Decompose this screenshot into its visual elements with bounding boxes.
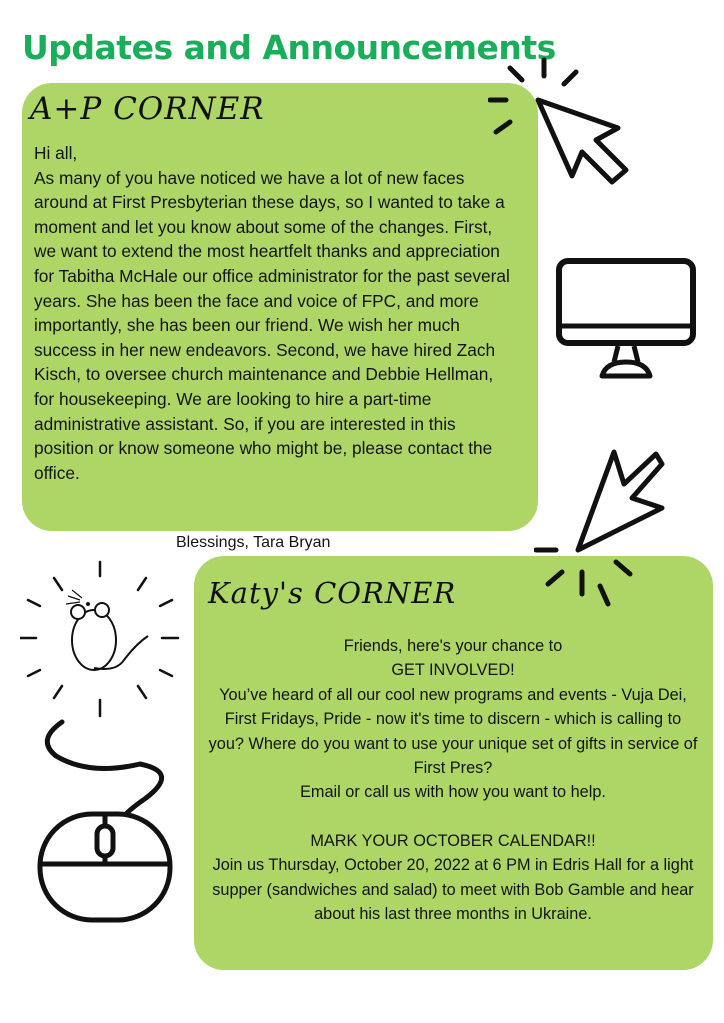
mouse-animal-icon [20, 560, 180, 720]
katy-line-contact: Email or call us with how you want to help. [300, 783, 606, 802]
monitor-icon [556, 258, 698, 382]
cursor-arrow-icon [488, 56, 648, 186]
page-title: Updates and Announcements [22, 28, 556, 67]
ap-corner-body [34, 141, 514, 485]
katy-line-programs: You’ve heard of all our cool new programs and events - Vuja Dei, First Fridays, Pride - now it's time to discern - which is calling to you? Where do you want to use your unique set of gifts in service of First Pres? [208, 685, 698, 778]
ap-corner-text: As many of you have noticed we have a lot of new faces around at First Presbyterian these days, so I wanted to take a moment and let you know about some of the changes. First, we want to extend the most heartfelt thanks and appreciation for Tabitha McHale our office administrator for the past several years. She has been the face and voice of FPC, and more importantly, she has been our friend. We wish her much success in her new endeavors. Second, we have hired Zach Kisch, to oversee church maintenance and Debbie Hellman, for housekeeping. We are looking to hire a part-time administrative assistant. So, if you are interested in this position or know someone who might be, please contact the office. [34, 167, 510, 483]
cursor-arrow-icon [534, 444, 674, 614]
ap-corner-card [22, 83, 538, 531]
ap-corner-signoff: Blessings, Tara Bryan [176, 534, 331, 551]
computer-mouse-icon [30, 716, 180, 926]
ap-corner-greeting: Hi all, [34, 143, 78, 163]
katy-corner-heading: Katy's CORNER [208, 576, 457, 610]
katy-line-event: Join us Thursday, October 20, 2022 at 6 PM in Edris Hall for a light supper (sandwiches and salad) to meet with Bob Gamble and hear about his last three months in Ukraine. [212, 856, 694, 924]
katy-line-get-involved: GET INVOLVED! [391, 661, 515, 680]
katy-line-calendar: MARK YOUR OCTOBER CALENDAR!! [310, 831, 596, 850]
katy-corner-body [208, 634, 698, 926]
katy-corner-card [194, 556, 713, 970]
katy-line-invite: Friends, here's your chance to [343, 637, 563, 655]
ap-corner-heading: A+P CORNER [30, 91, 265, 127]
